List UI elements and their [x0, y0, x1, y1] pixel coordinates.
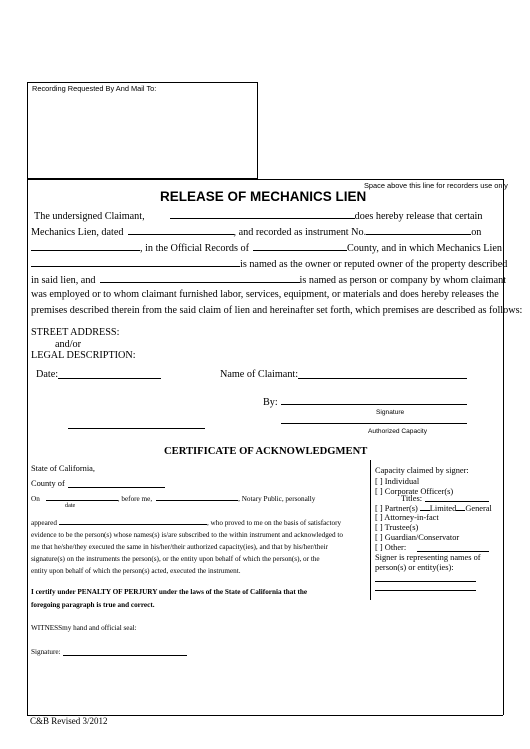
- text: County, and in which Mechanics Lien: [347, 243, 502, 254]
- cert-paragraph-line-1: evidence to be the person(s) whose names(s) is/are subscribed to the within instrument and acknowledged to: [31, 531, 343, 539]
- text: The undersigned Claimant,: [34, 211, 145, 222]
- capacity-individual-checkbox[interactable]: [ ] Individual: [375, 477, 420, 486]
- paragraph-line-1: [34, 209, 482, 222]
- capacity-guardian-checkbox[interactable]: [ ] Guardian/Conservator: [375, 533, 460, 542]
- capacity-corporate-checkbox[interactable]: [ ] Corporate Officer(s): [375, 487, 454, 496]
- text: is named as the owner or reputed owner of the property described: [240, 259, 508, 270]
- paragraph-line-6: was employed or to whom claimant furnished labor, services, equipment, or materials and does hereby releases the: [31, 289, 499, 300]
- text: , and recorded as instrument No.: [233, 227, 367, 238]
- signature-caption: Signature: [376, 409, 405, 416]
- capacity-partner-line: [375, 503, 492, 513]
- representing-field-1[interactable]: [375, 581, 476, 582]
- text: in said lien, and: [31, 275, 96, 286]
- date-label: Date:: [36, 369, 59, 380]
- text: , in the Official Records of: [140, 243, 250, 254]
- paragraph-line-2: [31, 225, 481, 238]
- text: Mechanics Lien, dated: [31, 227, 124, 238]
- county-of-label: County of: [31, 479, 65, 488]
- paragraph-line-4: [31, 257, 507, 270]
- cert-signature-label: Signature:: [31, 648, 61, 656]
- appeared-field[interactable]: [59, 517, 207, 525]
- recording-box: [27, 82, 258, 179]
- instrument-number-field[interactable]: [366, 225, 471, 235]
- notary-name-field[interactable]: [156, 493, 238, 501]
- capacity-trustee-checkbox[interactable]: [ ] Trustee(s): [375, 523, 419, 532]
- county-field[interactable]: [253, 241, 347, 251]
- name-of-claimant-label: Name of Claimant:: [220, 369, 299, 380]
- name-of-claimant-field[interactable]: [298, 378, 467, 379]
- text: , who proved to me on the basis of satisfactory: [206, 519, 342, 527]
- legal-description-label: LEGAL DESCRIPTION:: [31, 350, 136, 361]
- and-or-label: and/or: [55, 339, 82, 350]
- capacity-other-field[interactable]: [417, 551, 489, 552]
- capacity-attorney-checkbox[interactable]: [ ] Attorney-in-fact: [375, 513, 439, 522]
- text: , Notary Public, personally: [238, 495, 316, 503]
- recorder-space-note: Space above this line for recorders use only: [364, 181, 508, 190]
- capacity-heading: Capacity claimed by signer:: [375, 466, 469, 475]
- text: is named as person or company by whom claimant: [299, 275, 507, 286]
- employer-field[interactable]: [100, 273, 300, 283]
- capacity-general-label: General: [465, 504, 492, 513]
- recording-date-field[interactable]: [31, 241, 140, 251]
- by-signature-field[interactable]: [281, 404, 467, 405]
- text: On: [31, 495, 40, 503]
- witness-label: WITNESSmy hand and official seal:: [31, 624, 137, 632]
- authorized-capacity-field[interactable]: [281, 423, 467, 424]
- certificate-heading: CERTIFICATE OF ACKNOWLEDGMENT: [164, 446, 368, 457]
- document-title: RELEASE OF MECHANICS LIEN: [160, 189, 367, 204]
- authorized-capacity-caption: Authorized Capacity: [368, 428, 428, 435]
- revision-note: C&B Revised 3/2012: [30, 716, 108, 726]
- date-field[interactable]: [58, 378, 161, 379]
- cert-signature-field[interactable]: [63, 655, 187, 656]
- appeared-line: [31, 517, 341, 527]
- signer-representing-line-2: person(s) or entity(ies):: [375, 563, 454, 572]
- cert-county-field[interactable]: [68, 487, 165, 488]
- by-label: By:: [263, 397, 278, 408]
- recording-requested-label: Recording Requested By And Mail To:: [32, 84, 157, 93]
- paragraph-line-3: [31, 241, 502, 254]
- capacity-other-checkbox[interactable]: [ ] Other:: [375, 543, 407, 552]
- state-label: State of California,: [31, 464, 95, 473]
- text: appeared: [31, 519, 57, 527]
- lien-date-field[interactable]: [128, 225, 234, 235]
- capacity-limited-label: Limited: [429, 504, 457, 513]
- paragraph-line-7: premises described therein from the said claim of lien and hereinafter set forth, which premises are described as follows:: [31, 305, 523, 316]
- form-left-border: [27, 179, 28, 715]
- general-field[interactable]: [456, 503, 465, 511]
- date-caption: date: [65, 502, 76, 509]
- cert-paragraph-line-2: me that he/she/they executed the same in his/her/their authorized capacity(ies), and that by his/her/their: [31, 543, 328, 551]
- claimant-field[interactable]: [170, 209, 355, 219]
- cert-paragraph-line-4: entity upon behalf of which the person(s) acted, executed the instrument.: [31, 567, 241, 575]
- limited-field[interactable]: [420, 503, 430, 511]
- signer-representing-line-1: Signer is representing names of: [375, 553, 481, 562]
- capacity-divider: [370, 460, 371, 600]
- paragraph-line-5: [31, 273, 506, 286]
- representing-field-2[interactable]: [375, 590, 476, 591]
- on-date-field[interactable]: [46, 493, 118, 501]
- text: does hereby release that certain: [354, 211, 483, 222]
- printed-name-field[interactable]: [68, 428, 205, 429]
- capacity-partner-checkbox[interactable]: [ ] Partner(s): [375, 504, 418, 513]
- recorder-divider-line: [27, 179, 503, 180]
- cert-paragraph-line-3: signature(s) on the instruments the person(s), or the entity upon behalf of which the person(s), or the: [31, 555, 320, 563]
- capacity-titles-label: Titles:: [401, 494, 423, 503]
- text: on: [471, 227, 482, 238]
- perjury-line-1: I certify under PENALTY OF PERJURY under the laws of the State of California that the: [31, 588, 308, 596]
- owner-field[interactable]: [31, 257, 240, 267]
- perjury-line-2: foregoing paragraph is true and correct.: [31, 601, 155, 609]
- text: , before me,: [117, 495, 153, 503]
- street-address-label: STREET ADDRESS:: [31, 327, 120, 338]
- capacity-titles-field[interactable]: [425, 501, 489, 502]
